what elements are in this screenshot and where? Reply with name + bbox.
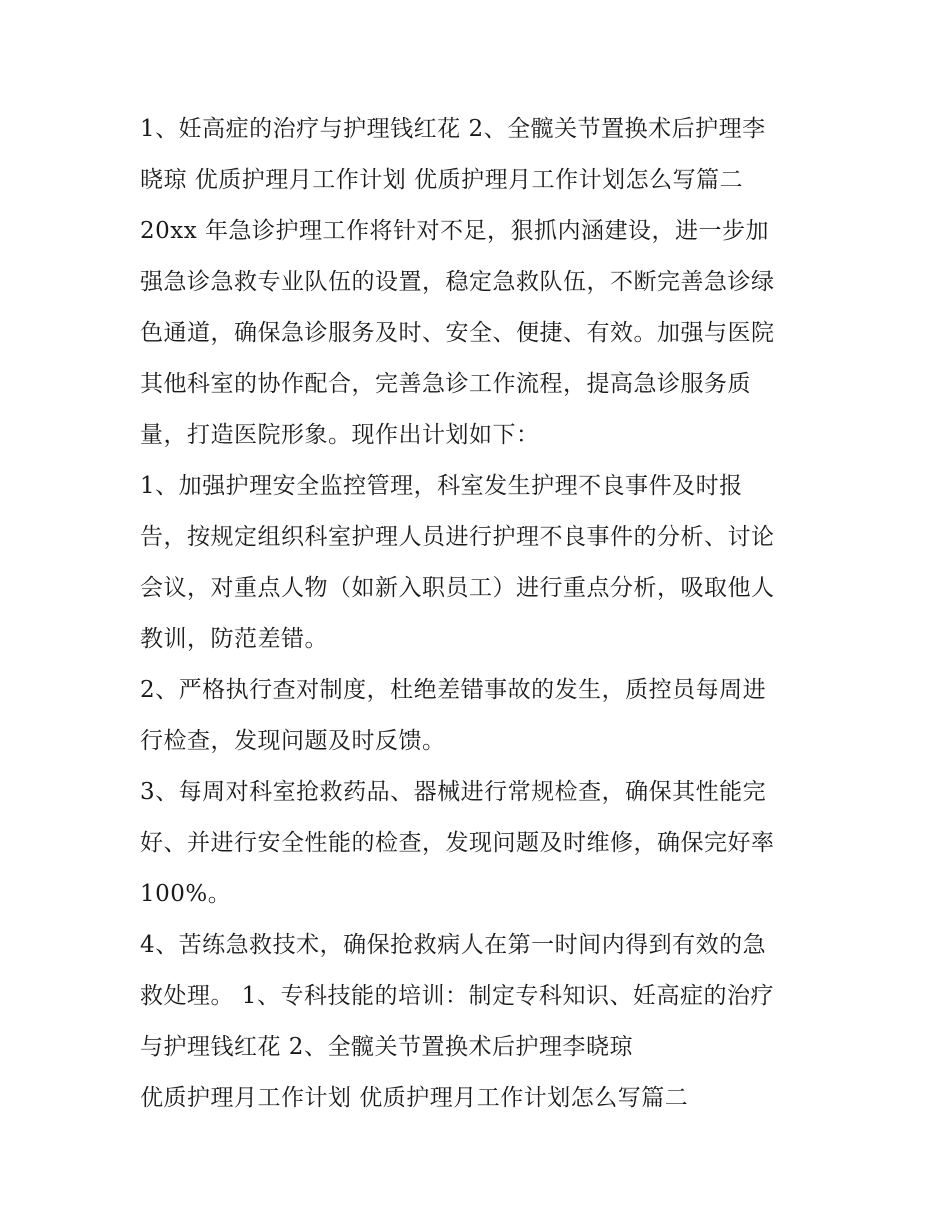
text-line: 好、并进行安全性能的检查，发现问题及时维修，确保完好率 — [140, 830, 775, 856]
text-line: 救处理。 1、专科技能的培训：制定专科知识、妊高症的治疗 — [140, 983, 774, 1009]
text-line: 告，按规定组织科室护理人员进行护理不良事件的分析、讨论 — [140, 524, 775, 550]
document-body — [140, 104, 830, 1124]
text-line: 晓琼 优质护理月工作计划 优质护理月工作计划怎么写篇二 — [140, 167, 744, 193]
text-line: 1、加强护理安全监控管理，科室发生护理不良事件及时报 — [140, 473, 743, 499]
text-line: 与护理钱红花 2、全髋关节置换术后护理李晓琼 — [140, 1034, 633, 1060]
text-line: 100%。 — [140, 881, 232, 907]
text-line: 色通道，确保急诊服务及时、安全、便捷、有效。加强与医院 — [140, 320, 775, 346]
text-line: 教训，防范差错。 — [140, 626, 328, 652]
text-line: 会议，对重点人物（如新入职员工）进行重点分析，吸取他人 — [140, 575, 775, 601]
text-line: 20xx 年急诊护理工作将针对不足，狠抓内涵建设，进一步加 — [140, 218, 770, 244]
text-line: 2、严格执行查对制度，杜绝差错事故的发生，质控员每周进 — [140, 677, 767, 703]
text-line: 4、苦练急救技术，确保抢救病人在第一时间内得到有效的急 — [140, 932, 767, 958]
text-line: 1、妊高症的治疗与护理钱红花 2、全髋关节置换术后护理李 — [140, 116, 766, 142]
text-line: 强急诊急救专业队伍的设置，稳定急救队伍，不断完善急诊绿 — [140, 269, 775, 295]
text-line: 其他科室的协作配合，完善急诊工作流程，提高急诊服务质 — [140, 371, 751, 397]
text-line: 量，打造医院形象。现作出计划如下： — [140, 422, 540, 448]
text-line: 优质护理月工作计划 优质护理月工作计划怎么写篇二 — [140, 1085, 689, 1111]
text-line: 行检查，发现问题及时反馈。 — [140, 728, 446, 754]
text-line: 3、每周对科室抢救药品、器械进行常规检查，确保其性能完 — [140, 779, 767, 805]
